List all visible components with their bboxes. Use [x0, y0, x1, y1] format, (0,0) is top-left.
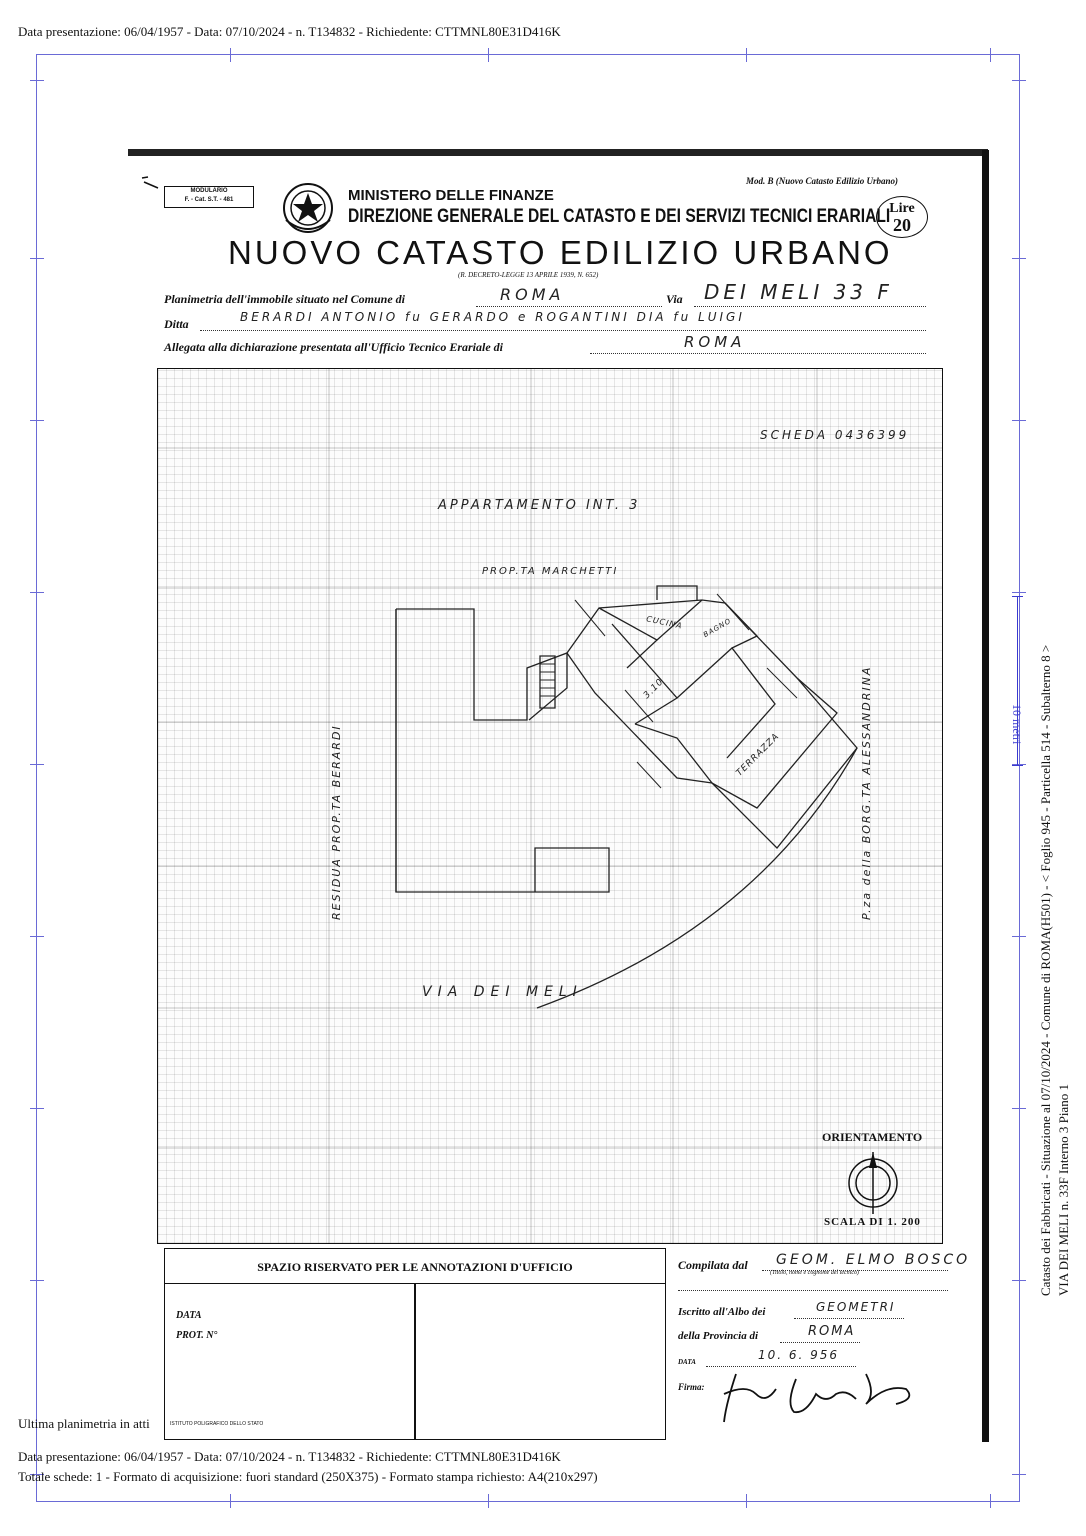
- appartamento-label: APPARTAMENTO INT. 3: [438, 498, 641, 513]
- emblem-icon: [278, 180, 338, 236]
- signature: [716, 1364, 926, 1434]
- mod-b-label: Mod. B (Nuovo Catasto Edilizio Urbano): [746, 176, 899, 186]
- data-label: DATA: [176, 1310, 202, 1321]
- side-info-line-1: Catasto dei Fabbricati - Situazione al 07/10/2024 - Comune di ROMA(H501) - < Foglio 945 - Particella 514 - Subalterno 8 >: [1038, 644, 1053, 1296]
- footer-line-2: Totale schede: 1 - Formato di acquisizione: fuori standard (250X375) - Formato stampa richiesto: A4(210x297): [18, 1469, 598, 1484]
- planimetria-label: Planimetria dell'immobile situato nel Comune di: [164, 292, 406, 306]
- scala-label: SCALA DI 1. 200: [824, 1216, 921, 1228]
- via-label: Via: [666, 292, 683, 306]
- lire-stamp: Lire 20: [876, 196, 928, 238]
- direzione-heading: DIREZIONE GENERALE DEL CATASTO E DEI SERVIZI TECNICI ERARIALI: [348, 206, 891, 227]
- albo-value: GEOMETRI: [816, 1300, 896, 1314]
- compilata-data-label: DATA: [678, 1358, 696, 1366]
- firma-label: Firma:: [678, 1382, 705, 1392]
- ditta-value: BERARDI ANTONIO fu GERARDO e ROGANTINI DIA fu LUIGI: [240, 310, 745, 324]
- compilata-sub: (Titolo, nome e cognome del tecnico): [770, 1270, 859, 1276]
- annotations-title: SPAZIO RISERVATO PER LE ANNOTAZIONI D'UFFICIO: [164, 1248, 666, 1284]
- page-title: NUOVO CATASTO EDILIZIO URBANO: [228, 234, 893, 271]
- provincia-value: ROMA: [808, 1324, 856, 1339]
- scale-bar-label: 10 metri: [1010, 704, 1024, 745]
- decreto-label: (R. DECRETO-LEGGE 13 APRILE 1939, N. 652): [458, 271, 599, 279]
- ufficio-value: ROMA: [684, 333, 746, 351]
- via-dei-meli-label: VIA DEI MELI: [422, 984, 583, 1000]
- compilata-data-value: 10. 6. 956: [758, 1348, 840, 1362]
- ministero-heading: MINISTERO DELLE FINANZE: [348, 187, 554, 204]
- provincia-label: della Provincia di: [678, 1330, 759, 1342]
- ultima-planimetria: Ultima planimetria in atti: [18, 1416, 150, 1431]
- terrazza-label: TERRAZZA: [734, 731, 782, 779]
- compilata-label: Compilata dal: [678, 1258, 748, 1272]
- via-value: DEI MELI 33 F: [704, 280, 893, 304]
- istituto-label: ISTITUTO POLIGRAFICO DELLO STATO: [170, 1421, 264, 1427]
- borghese-label: P.za della BORG.TA ALESSANDRINA: [860, 665, 873, 920]
- compilata-value: GEOM. ELMO BOSCO: [776, 1252, 971, 1268]
- prop-marchetti-label: PROP.TA MARCHETTI: [482, 566, 619, 577]
- albo-label: Iscritto all'Albo dei: [678, 1306, 766, 1318]
- comune-value: ROMA: [500, 285, 565, 304]
- prot-label: PROT. N°: [176, 1330, 218, 1341]
- prop-berardi-label: RESIDUA PROP.TA BERARDI: [330, 724, 343, 920]
- orientamento-label: ORIENTAMENTO: [822, 1130, 923, 1144]
- footer-line-1: Data presentazione: 06/04/1957 - Data: 07/10/2024 - n. T134832 - Richiedente: CTTMNL80E31D416K: [18, 1449, 561, 1464]
- corner-mark: [140, 176, 160, 190]
- height-label: 3.10: [641, 676, 667, 702]
- modulario-stamp: MODULARIO F. - Cat. S.T. - 481: [164, 186, 254, 208]
- header-info: Data presentazione: 06/04/1957 - Data: 07/10/2024 - n. T134832 - Richiedente: CTTMNL80E31D416K: [18, 24, 561, 39]
- scheda-number: SCHEDA 0436399: [760, 428, 910, 442]
- ditta-label: Ditta: [164, 317, 189, 331]
- allegata-label: Allegata alla dichiarazione presentata all'Ufficio Tecnico Erariale di: [164, 340, 503, 354]
- cucina-label: CUCINA: [645, 614, 684, 631]
- bagno-label: BAGNO: [702, 616, 733, 640]
- side-info-line-2: VIA DEI MELI n. 33F Interno 3 Piano 1: [1056, 1084, 1071, 1296]
